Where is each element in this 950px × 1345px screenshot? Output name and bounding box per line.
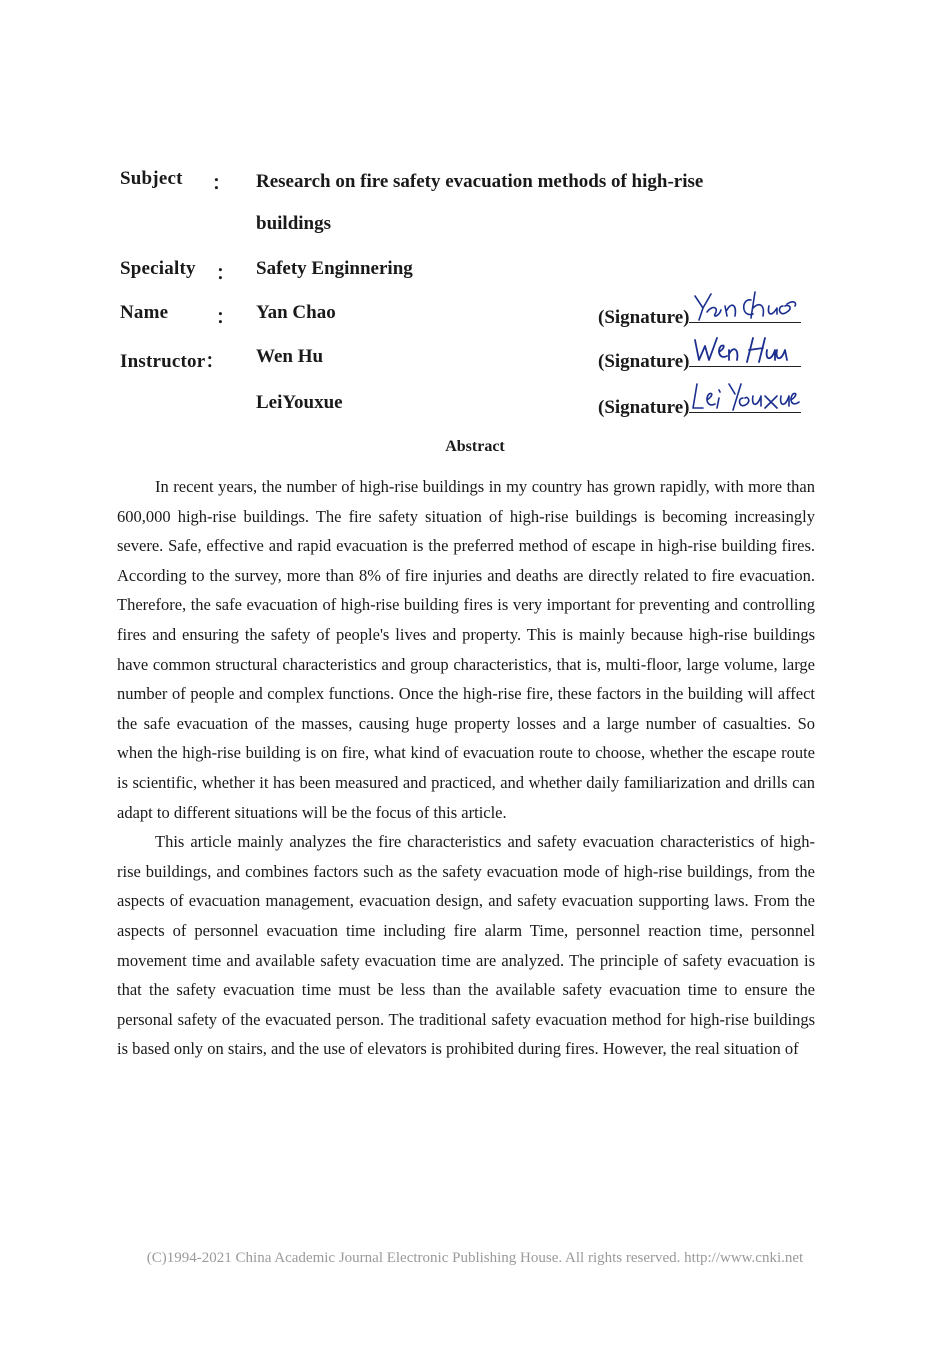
abstract-paragraph-1: In recent years, the number of high-rise buildings in my country has grown rapidly, with more than 600,000 high-rise buildings. The fire safety situation of high-rise buildings is becoming increasingly severe. Safe, effective and rapid evacuation is the preferred method of escape in high-rise building fires. According to the survey, more than 8% of fire injuries and deaths are directly related to fire evacuation. Therefore, the safe evacuation of high-rise building fires is very important for preventing and controlling fires and ensuring the safety of people's lives and property. This is mainly because high-rise buildings have common structural characteristics and group characteristics, that is, multi-floor, large volume, large number of people and complex functions. Once the high-rise fire, these factors in the building will affect the safe evacuation of the masses, causing huge property losses and a large number of casualties. So when the high-rise building is on fire, what kind of evacuation route to choose, whether the escape route is scientific, whether it has been measured and practiced, and whether daily familiarization and drills can adapt to different situations will be the focus of this article. xyxy=(117,477,815,822)
specialty-colon: ： xyxy=(216,263,236,284)
signature-instructor-2 xyxy=(598,394,801,419)
signature-leiyouxue-image xyxy=(689,380,801,414)
instructor-row-2 xyxy=(0,392,950,422)
specialty-row xyxy=(0,258,950,288)
subject-row xyxy=(0,168,950,198)
signature-instructor-1 xyxy=(598,348,801,373)
signature-line xyxy=(689,394,801,413)
instructor-row xyxy=(0,346,950,376)
signature-student xyxy=(598,304,801,329)
subject-row-continued xyxy=(0,213,950,243)
name-colon: ： xyxy=(216,307,236,328)
signature-line xyxy=(689,304,801,323)
specialty-label: Specialty xyxy=(120,258,196,279)
name-row xyxy=(0,302,950,332)
signature-label: (Signature) xyxy=(598,351,690,372)
name-label: Name xyxy=(120,302,169,323)
signature-line xyxy=(689,348,801,367)
signature-yanchao-image xyxy=(689,290,801,324)
instructor-label: Instructor： xyxy=(120,351,225,372)
abstract-paragraph-2: This article mainly analyzes the fire characteristics and safety evacuation characteristics of high-rise buildings, and combines factors such as the safety evacuation mode of high-rise buildings, from the aspects of evacuation management, evacuation design, and safety evacuation supporting laws. From the aspects of personnel evacuation time including fire alarm Time, personnel reaction time, personnel movement time and available safety evacuation time are analyzed. The principle of safety evacuation is that the safety evacuation time must be less than the available safety evacuation time to ensure the personal safety of the evacuated person. The traditional safety evacuation method for high-rise buildings is based only on stairs, and the use of elevators is prohibited during fires. However, the real situation of xyxy=(117,832,815,1059)
subject-label: Subject xyxy=(120,168,183,189)
copyright-footer: (C)1994-2021 China Academic Journal Electronic Publishing House. All rights reserved. http://www.cnki.net xyxy=(146,1250,804,1266)
signature-label: (Signature) xyxy=(598,307,690,328)
subject-value-line1: Research on fire safety evacuation methods of high-rise xyxy=(256,171,704,192)
signature-label: (Signature) xyxy=(598,397,690,418)
specialty-value: Safety Enginnering xyxy=(256,258,413,279)
abstract-body xyxy=(117,472,815,1064)
instructor-2-value: LeiYouxue xyxy=(256,392,343,413)
subject-colon: ： xyxy=(212,173,232,194)
instructor-1-value: Wen Hu xyxy=(256,346,324,367)
signature-wenhu-image xyxy=(689,334,801,368)
subject-value-line2: buildings xyxy=(256,213,331,234)
name-value: Yan Chao xyxy=(256,302,336,323)
abstract-heading: Abstract xyxy=(445,438,505,455)
